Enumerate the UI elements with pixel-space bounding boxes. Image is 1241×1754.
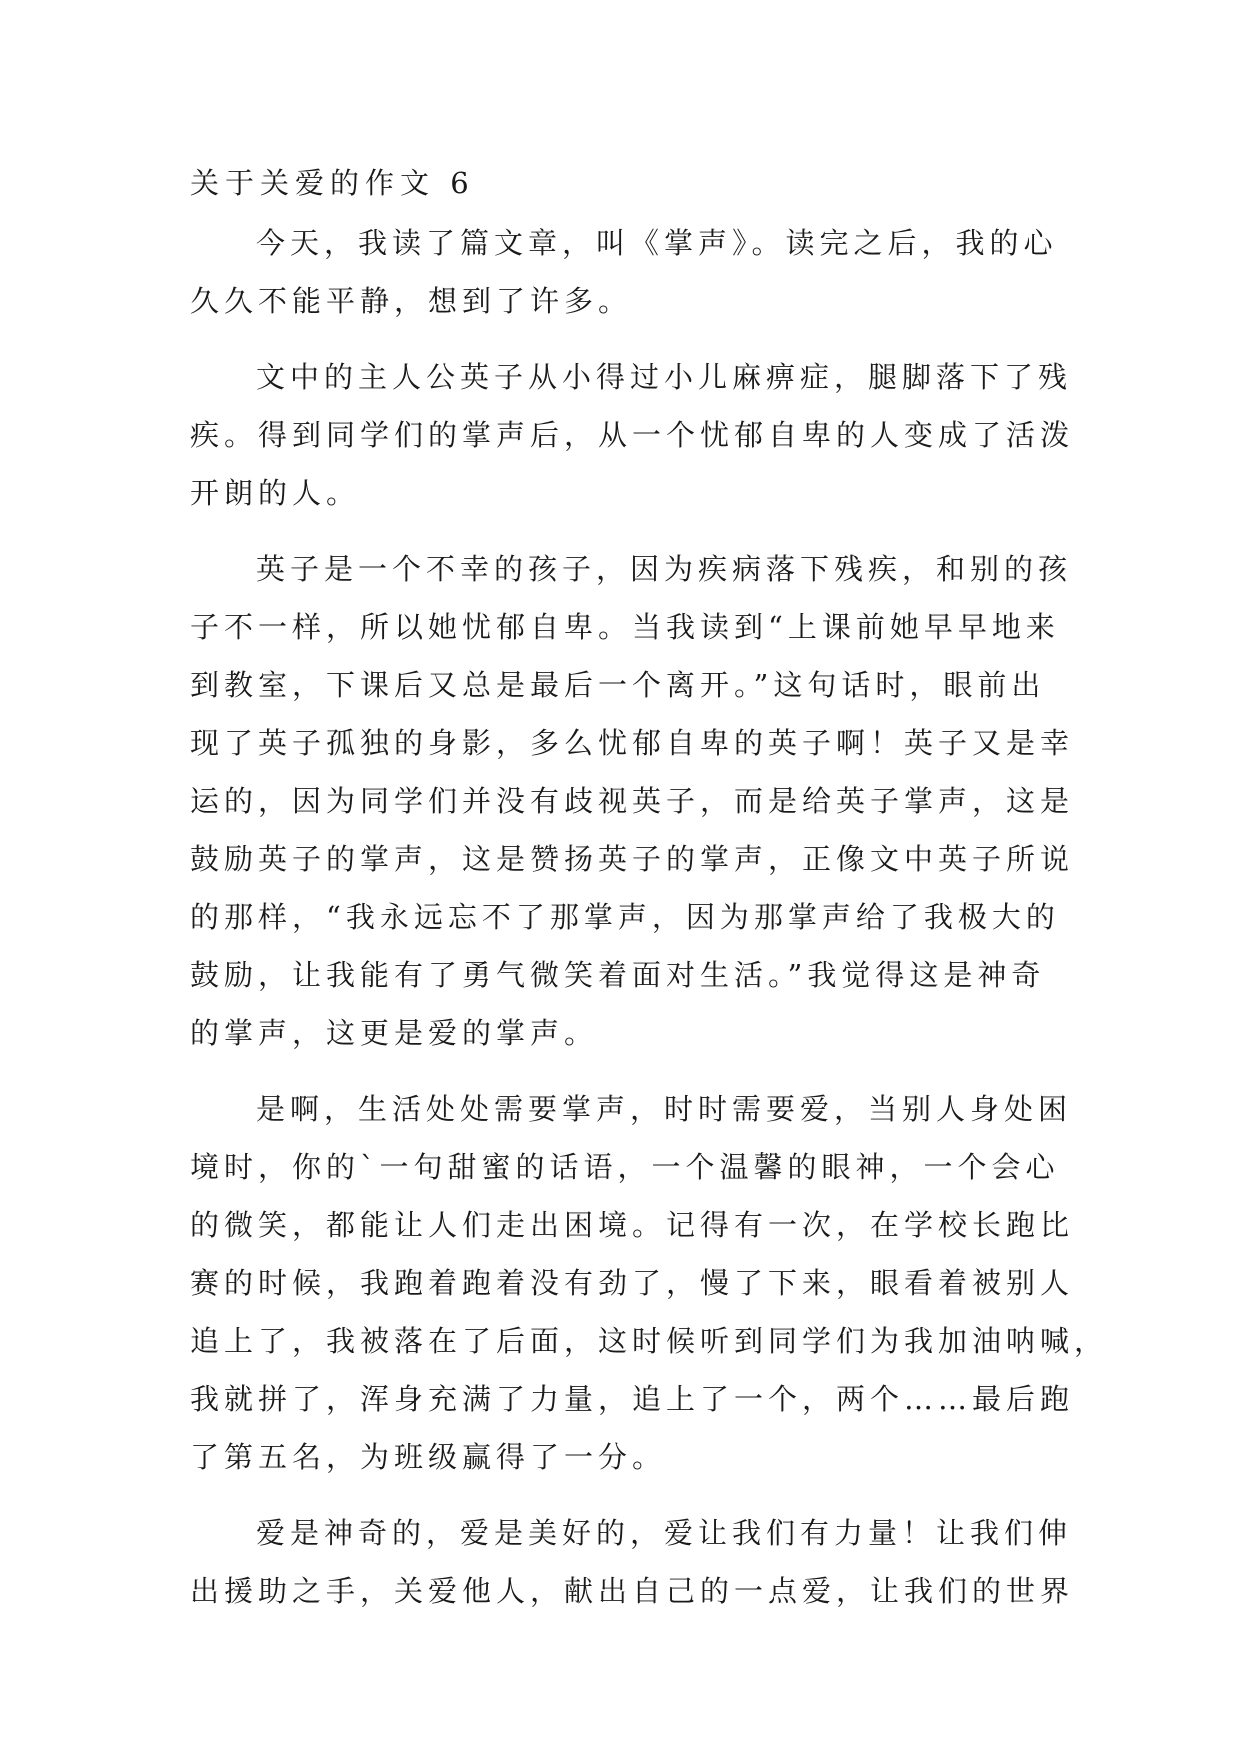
text-line: 今天，我读了篇文章，叫《掌声》。读完之后，我的心 [256, 226, 1058, 260]
text-line: 是啊，生活处处需要掌声，时时需要爱，当别人身处困 [256, 1092, 1073, 1126]
text-line: 到教室，下课后又总是最后一个离开。”这句话时，眼前出 [190, 668, 1046, 702]
document-title: 关于关爱的作文 6 [190, 166, 475, 200]
text-line: 子不一样，所以她忧郁自卑。当我读到“上课前她早早地来 [190, 610, 1060, 644]
text-line: 鼓励，让我能有了勇气微笑着面对生活。”我觉得这是神奇 [190, 958, 1046, 992]
text-line: 出援助之手，关爱他人，献出自己的一点爱，让我们的世界 [190, 1574, 1075, 1608]
text-line: 的微笑，都能让人们走出困境。记得有一次，在学校长跑比 [190, 1208, 1075, 1242]
text-line: 开朗的人。 [190, 476, 361, 510]
text-line: 运的，因为同学们并没有歧视英子，而是给英子掌声，这是 [190, 784, 1075, 818]
text-line: 爱是神奇的，爱是美好的，爱让我们有力量！让我们伸 [256, 1516, 1073, 1550]
text-line: 文中的主人公英子从小得过小儿麻痹症，腿脚落下了残 [256, 360, 1073, 394]
text-line: 现了英子孤独的身影，多么忧郁自卑的英子啊！英子又是幸 [190, 726, 1075, 760]
text-line: 鼓励英子的掌声，这是赞扬英子的掌声，正像文中英子所说 [190, 842, 1075, 876]
text-line: 久久不能平静，想到了许多。 [190, 284, 633, 318]
text-line: 了第五名，为班级赢得了一分。 [190, 1440, 667, 1474]
text-line: 的那样，“我永远忘不了那掌声，因为那掌声给了我极大的 [190, 900, 1060, 934]
text-line: 英子是一个不幸的孩子，因为疾病落下残疾，和别的孩 [256, 552, 1073, 586]
text-line: 境时，你的`一句甜蜜的话语，一个温馨的眼神，一个会心 [190, 1150, 1060, 1184]
text-line: 追上了，我被落在了后面，这时候听到同学们为我加油呐喊， [190, 1324, 1109, 1358]
text-line: 我就拼了，浑身充满了力量，追上了一个，两个……最后跑 [190, 1382, 1075, 1416]
text-line: 疾。得到同学们的掌声后，从一个忧郁自卑的人变成了活泼 [190, 418, 1075, 452]
text-line: 的掌声，这更是爱的掌声。 [190, 1016, 599, 1050]
text-line: 赛的时候，我跑着跑着没有劲了，慢了下来，眼看着被别人 [190, 1266, 1075, 1300]
